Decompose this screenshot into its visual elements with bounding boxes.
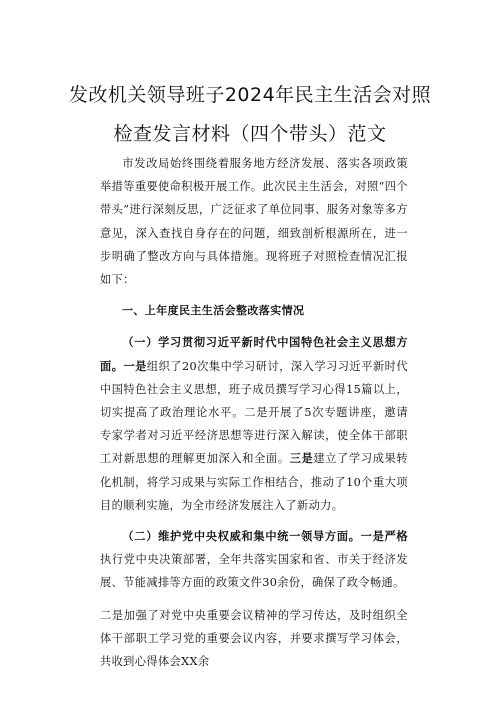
- item1-paragraph: [100, 331, 408, 517]
- item1-p2-text: 开展了5次专题讲座，邀请专家学者对习近平经济思想等进行深入解读，使全体干部职工对新思想的理解更加深入和全面。: [100, 406, 408, 466]
- item1-p3-lead: 三是: [289, 451, 314, 466]
- intro-paragraph: 市发改局始终围绕着服务地方经济发展、落实各项政策举措等重要使命积极开展工作。此次民主生活会，对照“四个带头”进行深刻反思，广泛征求了单位同事、服务对象等多方意见，深入查找自身存在的问题，细致剖析根源所在，进一步明确了整改方向与具体措施。现将班子对照检查情况汇报如下：: [100, 157, 408, 287]
- item1-p2-lead: 二是: [244, 406, 269, 420]
- item1-heading: （一）学习贯彻习近平新时代中国特色社会主义思想方面。: [100, 335, 408, 373]
- document-title-line1: 发改机关领导班子2024年民主生活会对照: [68, 84, 432, 106]
- item1-p1-lead: 一是: [123, 358, 147, 373]
- document-body: [100, 152, 408, 673]
- item2-p2-paragraph: 二是加强了对党中央重要会议精神的学习传达，及时组织全体干部职工学习党的重要会议内容，并要求撰写学习体会，共收到心得体会XX余: [100, 608, 408, 669]
- item1-p3-text: 建立了学习成果转化机制，将学习成果与实际工作相结合，推动了10个重大项目的顺利实施，为全市经济发展注入了新动力。: [100, 452, 408, 512]
- item2-p1-lead: 一是严格: [360, 529, 408, 544]
- item1-p1-text: 组织了20次集中学习研讨，深入学习习近平新时代中国特色社会主义思想，班子成员撰写学习心得15篇以上，切实提高了政治理论水平。: [100, 359, 408, 420]
- document-title-line2: 检查发言材料（四个带头）范文: [113, 123, 387, 145]
- item2-heading: （二）维护党中央权威和集中统一领导方面。: [122, 529, 361, 544]
- section1-heading: 一、上年度民主生活会整改落实情况: [122, 304, 305, 318]
- item2-paragraph: [100, 525, 408, 595]
- item2-p1-text: 执行党中央决策部署，全年共落实国家和省、市关于经济发展、节能减排等方面的政策文件30余份，确保了政令畅通。: [100, 553, 408, 590]
